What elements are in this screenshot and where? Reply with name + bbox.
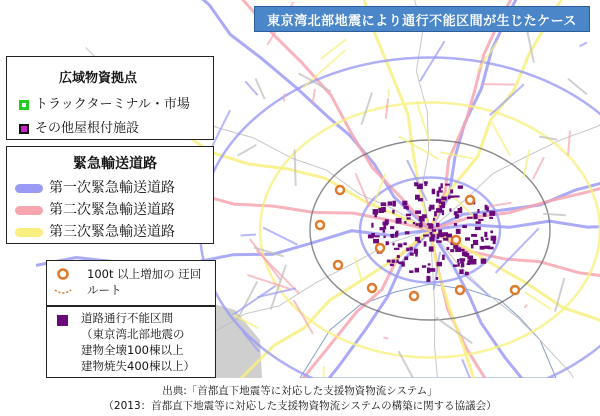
closed-section-mark bbox=[460, 249, 465, 251]
closed-section-mark bbox=[467, 217, 473, 219]
detour-marker bbox=[511, 286, 519, 294]
closed-section-mark bbox=[409, 270, 413, 273]
legend-logistics-base bbox=[6, 56, 214, 140]
closed-section-mark bbox=[406, 214, 411, 217]
road-line bbox=[284, 94, 285, 102]
closed-section-mark bbox=[477, 209, 479, 213]
closed-section-mark bbox=[437, 262, 443, 266]
closed-section-mark bbox=[413, 222, 415, 224]
closed-section-mark bbox=[457, 259, 459, 262]
road-line bbox=[388, 89, 389, 97]
closed-section-mark bbox=[485, 238, 488, 240]
closed-section-mark bbox=[373, 239, 379, 243]
closed-section-mark bbox=[428, 263, 431, 265]
closed-section-mark bbox=[438, 234, 444, 237]
closed-section-mark bbox=[442, 255, 445, 260]
closed-section-mark bbox=[476, 221, 481, 224]
closed-section-mark bbox=[462, 225, 467, 228]
closed-section-mark bbox=[484, 232, 487, 237]
closed-section-mark bbox=[442, 210, 444, 215]
closed-section-mark bbox=[436, 277, 438, 280]
closed-section-mark bbox=[415, 223, 418, 226]
closed-section-mark bbox=[481, 259, 486, 264]
detour-marker-icon bbox=[53, 266, 77, 300]
closed-section-mark bbox=[393, 201, 396, 207]
legend-detour-line1: 100t 以上増加の 迂回 bbox=[87, 267, 202, 281]
closed-section-mark bbox=[458, 247, 460, 251]
closed-section-mark bbox=[381, 207, 386, 212]
closed-section-mark bbox=[404, 221, 406, 224]
closed-section-mark bbox=[390, 264, 394, 267]
closed-section-mark bbox=[490, 211, 494, 214]
closed-section-mark bbox=[441, 197, 446, 201]
closed-section-mark bbox=[414, 249, 418, 254]
detour-marker bbox=[456, 286, 464, 294]
secondary-road-swatch bbox=[15, 206, 43, 215]
closed-section-mark bbox=[380, 227, 385, 230]
detour-marker bbox=[410, 292, 418, 300]
legend-closed-line2: （東京湾北部地震の bbox=[81, 327, 185, 341]
closed-section-mark bbox=[395, 232, 398, 238]
closed-section-mark bbox=[392, 260, 396, 263]
closed-section-mark bbox=[441, 201, 445, 205]
closed-section-mark bbox=[460, 261, 464, 263]
closed-section-mark bbox=[447, 247, 450, 250]
closed-section-mark bbox=[453, 265, 458, 267]
closed-section-mark bbox=[465, 237, 470, 240]
closed-section-mark bbox=[407, 217, 411, 219]
closed-section-square-icon bbox=[57, 315, 68, 326]
map-title: 東京湾北部地震により通行不能区間が生じたケース bbox=[254, 6, 590, 32]
detour-marker bbox=[316, 221, 324, 229]
closed-section-mark bbox=[443, 238, 448, 241]
legend-detour-line2: ルート bbox=[87, 283, 122, 297]
closed-section-mark bbox=[432, 229, 436, 232]
closed-section-mark bbox=[475, 227, 481, 230]
closed-section-mark bbox=[473, 240, 478, 245]
closed-section-mark bbox=[374, 215, 377, 218]
closed-section-mark bbox=[383, 230, 386, 233]
legend-road-primary bbox=[15, 177, 175, 197]
closed-section-mark bbox=[424, 181, 428, 183]
closed-section-mark bbox=[454, 195, 460, 197]
closed-section-mark bbox=[424, 241, 427, 246]
closed-section-mark bbox=[385, 219, 389, 224]
closed-section-mark bbox=[441, 183, 443, 188]
closed-section-mark bbox=[426, 277, 430, 282]
legend-truck-terminal bbox=[19, 93, 190, 112]
closed-section-mark bbox=[478, 219, 483, 221]
closed-section-mark bbox=[459, 269, 463, 274]
closed-section-mark bbox=[454, 211, 458, 215]
closed-section-mark bbox=[465, 272, 469, 276]
closed-section-mark bbox=[454, 223, 457, 226]
legend-road-primary-label: 第一次緊急輸送道路 bbox=[49, 180, 175, 196]
legend-logistics-heading: 広域物資拠点 bbox=[59, 71, 138, 86]
closed-section-mark bbox=[481, 239, 483, 242]
legend-roads-heading: 緊急輸送道路 bbox=[73, 156, 157, 172]
closed-section-mark bbox=[417, 185, 421, 189]
closed-section-mark bbox=[458, 262, 460, 266]
closed-section-mark bbox=[438, 190, 443, 192]
closed-section-mark bbox=[406, 248, 409, 252]
closed-section-mark bbox=[459, 258, 465, 261]
closed-section-mark bbox=[436, 240, 442, 243]
closed-section-mark bbox=[404, 257, 408, 261]
closed-section-mark bbox=[436, 223, 439, 227]
closed-section-mark bbox=[410, 253, 414, 256]
closed-section-mark bbox=[484, 246, 490, 249]
legend-truck-terminal-label: トラックターミナル・市場 bbox=[35, 97, 190, 112]
closed-section-mark bbox=[473, 214, 477, 220]
closed-section-mark bbox=[462, 251, 468, 256]
purple-square-icon bbox=[19, 124, 29, 134]
closed-section-mark bbox=[480, 246, 485, 250]
closed-section-mark bbox=[490, 231, 493, 234]
primary-road-swatch bbox=[15, 184, 43, 193]
closed-section-mark bbox=[415, 237, 420, 241]
closed-section-mark bbox=[410, 247, 413, 251]
closed-section-mark bbox=[371, 223, 373, 228]
closed-section-mark bbox=[371, 233, 375, 237]
closed-section-mark bbox=[423, 235, 429, 237]
closed-section-mark bbox=[458, 208, 463, 213]
closed-section-mark bbox=[432, 189, 435, 195]
road-line bbox=[294, 149, 295, 185]
closed-section-mark bbox=[448, 196, 451, 199]
legend-road-tertiary bbox=[15, 221, 175, 241]
legend-covered-facility bbox=[19, 117, 139, 136]
closed-section-mark bbox=[450, 189, 453, 193]
legend-detour-route bbox=[46, 260, 216, 306]
source-caption-line2: （2013：首都直下地震等に対応した支援物資物流システムの構築に関する協議会） bbox=[103, 400, 497, 412]
legend-closed-section bbox=[46, 306, 216, 378]
legend-closed-line4: 建物焼失400棟以上） bbox=[81, 359, 195, 373]
closed-section-mark bbox=[419, 223, 423, 228]
detour-marker bbox=[466, 196, 474, 204]
closed-section-mark bbox=[417, 241, 421, 243]
closed-section-mark bbox=[383, 236, 385, 238]
legend-closed-line3: 建物全壊100棟以上 bbox=[81, 343, 184, 357]
source-caption-line1: 出典:「首都直下地震等に対応した支援物資物流システム」 bbox=[162, 385, 438, 397]
closed-section-mark bbox=[373, 209, 378, 215]
closed-section-mark bbox=[446, 234, 452, 238]
closed-section-mark bbox=[428, 224, 433, 229]
closed-section-mark bbox=[390, 226, 394, 229]
closed-section-mark bbox=[386, 241, 389, 245]
closed-section-mark bbox=[433, 218, 435, 221]
green-square-icon bbox=[19, 100, 29, 110]
legend-road-secondary bbox=[15, 199, 175, 219]
legend-closed-line1: 道路通行不能区間 bbox=[81, 311, 173, 325]
legend-road-secondary-label: 第二次緊急輸送道路 bbox=[49, 202, 175, 218]
closed-section-mark bbox=[393, 243, 395, 246]
legend-covered-facility-label: その他屋根付施設 bbox=[35, 121, 140, 136]
road-line bbox=[383, 337, 388, 338]
closed-section-mark bbox=[434, 211, 437, 216]
closed-section-mark bbox=[414, 182, 418, 184]
closed-section-mark bbox=[489, 217, 493, 219]
detour-marker bbox=[452, 236, 460, 244]
closed-section-mark bbox=[429, 237, 434, 242]
closed-section-mark bbox=[392, 210, 394, 214]
closed-section-mark bbox=[449, 208, 451, 211]
closed-section-mark bbox=[394, 248, 400, 250]
closed-section-mark bbox=[418, 198, 423, 201]
closed-section-mark bbox=[388, 201, 393, 205]
closed-section-mark bbox=[398, 243, 403, 247]
detour-marker bbox=[368, 284, 376, 292]
detour-marker bbox=[334, 261, 342, 269]
closed-section-mark bbox=[485, 205, 488, 210]
closed-section-mark bbox=[436, 208, 442, 213]
closed-section-mark bbox=[429, 207, 432, 211]
closed-section-mark bbox=[396, 218, 402, 224]
legend-road-tertiary-label: 第三次緊急輸送道路 bbox=[49, 224, 175, 240]
closed-section-mark bbox=[403, 242, 406, 245]
closed-section-mark bbox=[415, 210, 421, 213]
closed-section-mark bbox=[483, 213, 487, 217]
closed-section-mark bbox=[405, 231, 410, 234]
closed-section-mark bbox=[404, 206, 409, 209]
closed-section-mark bbox=[396, 260, 398, 263]
closed-section-mark bbox=[422, 265, 426, 268]
detour-marker bbox=[376, 244, 384, 252]
closed-section-mark bbox=[419, 216, 425, 221]
closed-section-mark bbox=[472, 260, 476, 263]
closed-section-mark bbox=[471, 234, 477, 237]
closed-section-mark bbox=[381, 202, 386, 206]
closed-section-mark bbox=[461, 263, 464, 267]
closed-section-mark bbox=[402, 201, 407, 206]
closed-section-mark bbox=[427, 268, 430, 274]
closed-section-mark bbox=[391, 236, 395, 238]
closed-section-mark bbox=[491, 236, 497, 241]
closed-section-mark bbox=[458, 185, 463, 188]
closed-section-mark bbox=[456, 229, 461, 234]
closed-section-mark bbox=[401, 262, 404, 267]
closed-section-mark bbox=[387, 260, 391, 263]
closed-section-mark bbox=[450, 249, 454, 252]
legend-emergency-roads bbox=[6, 146, 214, 244]
closed-section-mark bbox=[375, 235, 380, 237]
road-line bbox=[241, 235, 256, 236]
tertiary-road-swatch bbox=[15, 228, 43, 237]
closed-section-mark bbox=[415, 268, 419, 273]
closed-section-mark bbox=[445, 184, 450, 186]
closed-section-mark bbox=[397, 255, 400, 258]
closed-section-mark bbox=[429, 246, 434, 251]
detour-marker bbox=[336, 186, 344, 194]
closed-section-mark bbox=[430, 232, 433, 235]
